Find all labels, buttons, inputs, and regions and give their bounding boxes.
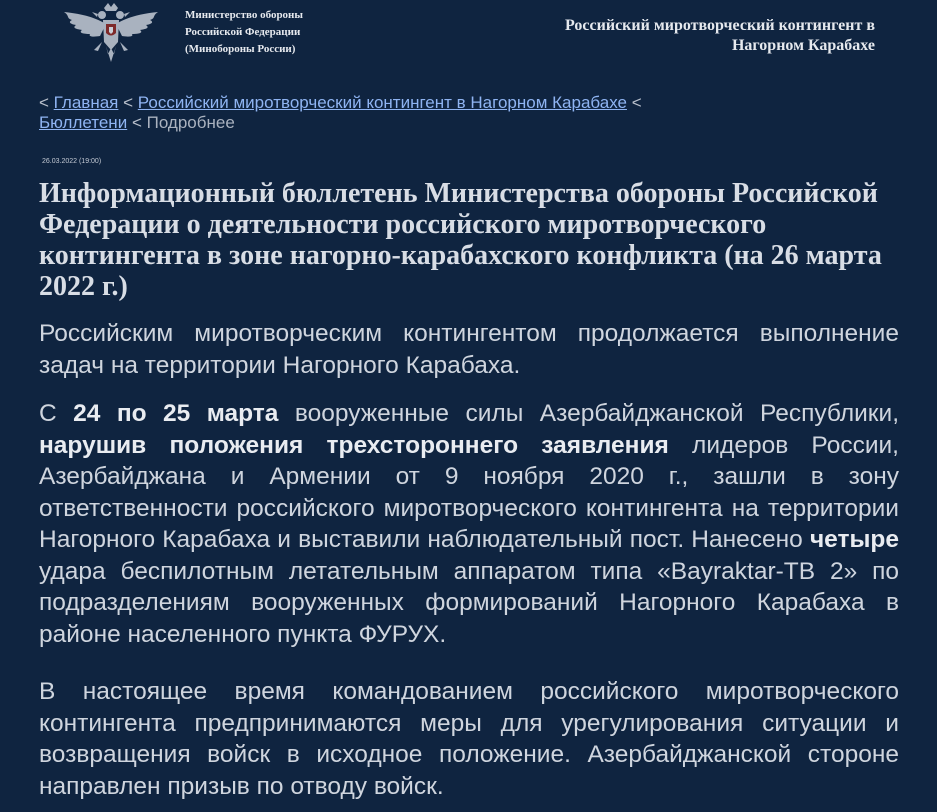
breadcrumb-separator: < xyxy=(123,93,134,112)
breadcrumb-home-link[interactable]: Главная xyxy=(53,93,119,112)
publication-date: 26.03.2022 (19:00) xyxy=(42,158,102,165)
breadcrumb-current: Подробнее xyxy=(146,113,235,132)
breadcrumb-bulletins-link[interactable]: Бюллетени xyxy=(39,113,128,132)
paragraph-text: лидеров России, Азербайджана и Армении от 9 ноября 2020 г., зашли в зону ответственности российского миротворческого контингента на территории Нагорного Карабаха и выставили наблюдательный пост. Нанесено xyxy=(39,431,899,553)
paragraph-text: вооруженные силы Азербайджанской Республики, xyxy=(278,400,900,427)
breadcrumb-separator: < xyxy=(631,93,642,112)
double-headed-eagle-emblem-icon[interactable] xyxy=(56,2,166,66)
contingent-title[interactable] xyxy=(475,16,875,56)
ministry-name-line2: Российской Федерации xyxy=(185,26,301,38)
breadcrumb-separator: < xyxy=(131,113,142,132)
article-paragraph-1: Российским миротворческим контингентом продолжается выполнение задач на территории Нагорного Карабаха. xyxy=(39,320,899,379)
paragraph-text: удара беспилотным летательным аппаратом типа «Bayraktar-ТВ 2» по подразделениям вооруженных формирований Нагорного Карабаха в районе населенного пункта ФУРУХ. xyxy=(39,557,899,648)
breadcrumb xyxy=(39,93,679,133)
breadcrumb-separator: < xyxy=(39,93,49,112)
paragraph-text: С xyxy=(39,400,74,427)
article-paragraph-3: В настоящее время командованием российского миротворческого контингента предпринимаются меры для урегулирования ситуации и возвращения войск в исходное положение. Азербайджанской стороне направлен призыв по отводу войск. xyxy=(39,678,899,800)
article-paragraph-2 xyxy=(39,398,899,650)
ministry-name[interactable] xyxy=(185,7,303,58)
site-header xyxy=(0,0,937,78)
contingent-title-line1: Российский миротворческий контингент в xyxy=(565,17,875,34)
ministry-name-line1: Министерство обороны xyxy=(185,9,303,21)
ministry-name-line3: (Минобороны России) xyxy=(185,43,296,55)
bold-dates: 24 по 25 марта xyxy=(73,400,279,427)
bold-violation: нарушив положения трехстороннего заявления xyxy=(39,431,669,459)
article-title: Информационный бюллетень Министерства обороны Российской Федерации о деятельности российского миротворческого контингента в зоне нагорно-карабахского конфликта (на 26 марта 2022 г.) xyxy=(39,178,882,302)
contingent-title-line2: Нагорном Карабахе xyxy=(731,37,875,54)
bold-strike-count: четыре xyxy=(809,526,899,553)
breadcrumb-contingent-link[interactable]: Российский миротворческий контингент в Нагорном Карабахе xyxy=(137,93,627,112)
